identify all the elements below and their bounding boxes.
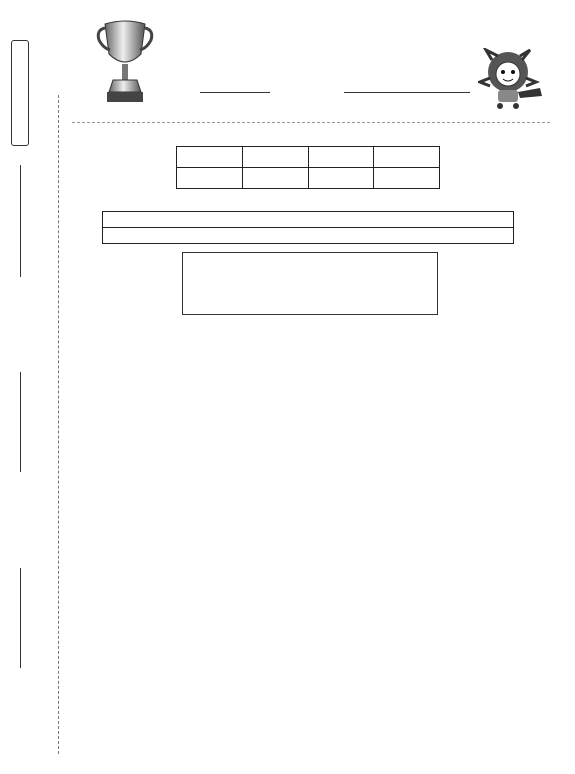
lion-mascot-icon	[478, 48, 548, 110]
score-header-cell	[242, 147, 308, 168]
score-table	[176, 146, 440, 189]
answer-number-row	[103, 212, 514, 228]
score-header-cell	[374, 147, 440, 168]
answer-number-label	[103, 212, 514, 228]
answer-grid	[102, 211, 514, 244]
score-header-cell	[177, 147, 243, 168]
name-line	[20, 372, 21, 472]
score-header-row	[177, 147, 440, 168]
binding-strip	[0, 0, 75, 774]
score-row	[177, 168, 440, 189]
student-id-line	[20, 165, 21, 277]
title-rule-right	[344, 92, 470, 93]
score-row-label	[177, 168, 243, 189]
score-cell[interactable]	[242, 168, 308, 189]
answer-row-label	[103, 228, 514, 244]
question-list	[82, 249, 530, 318]
title-rule-left	[200, 92, 270, 93]
cut-line	[58, 95, 59, 754]
poem-box	[182, 252, 438, 315]
trophy-icon	[95, 18, 155, 110]
answer-row	[103, 228, 514, 244]
score-cell[interactable]	[308, 168, 374, 189]
book-tag	[11, 40, 29, 146]
score-header-cell	[308, 147, 374, 168]
score-cell[interactable]	[374, 168, 440, 189]
class-line	[20, 568, 21, 668]
